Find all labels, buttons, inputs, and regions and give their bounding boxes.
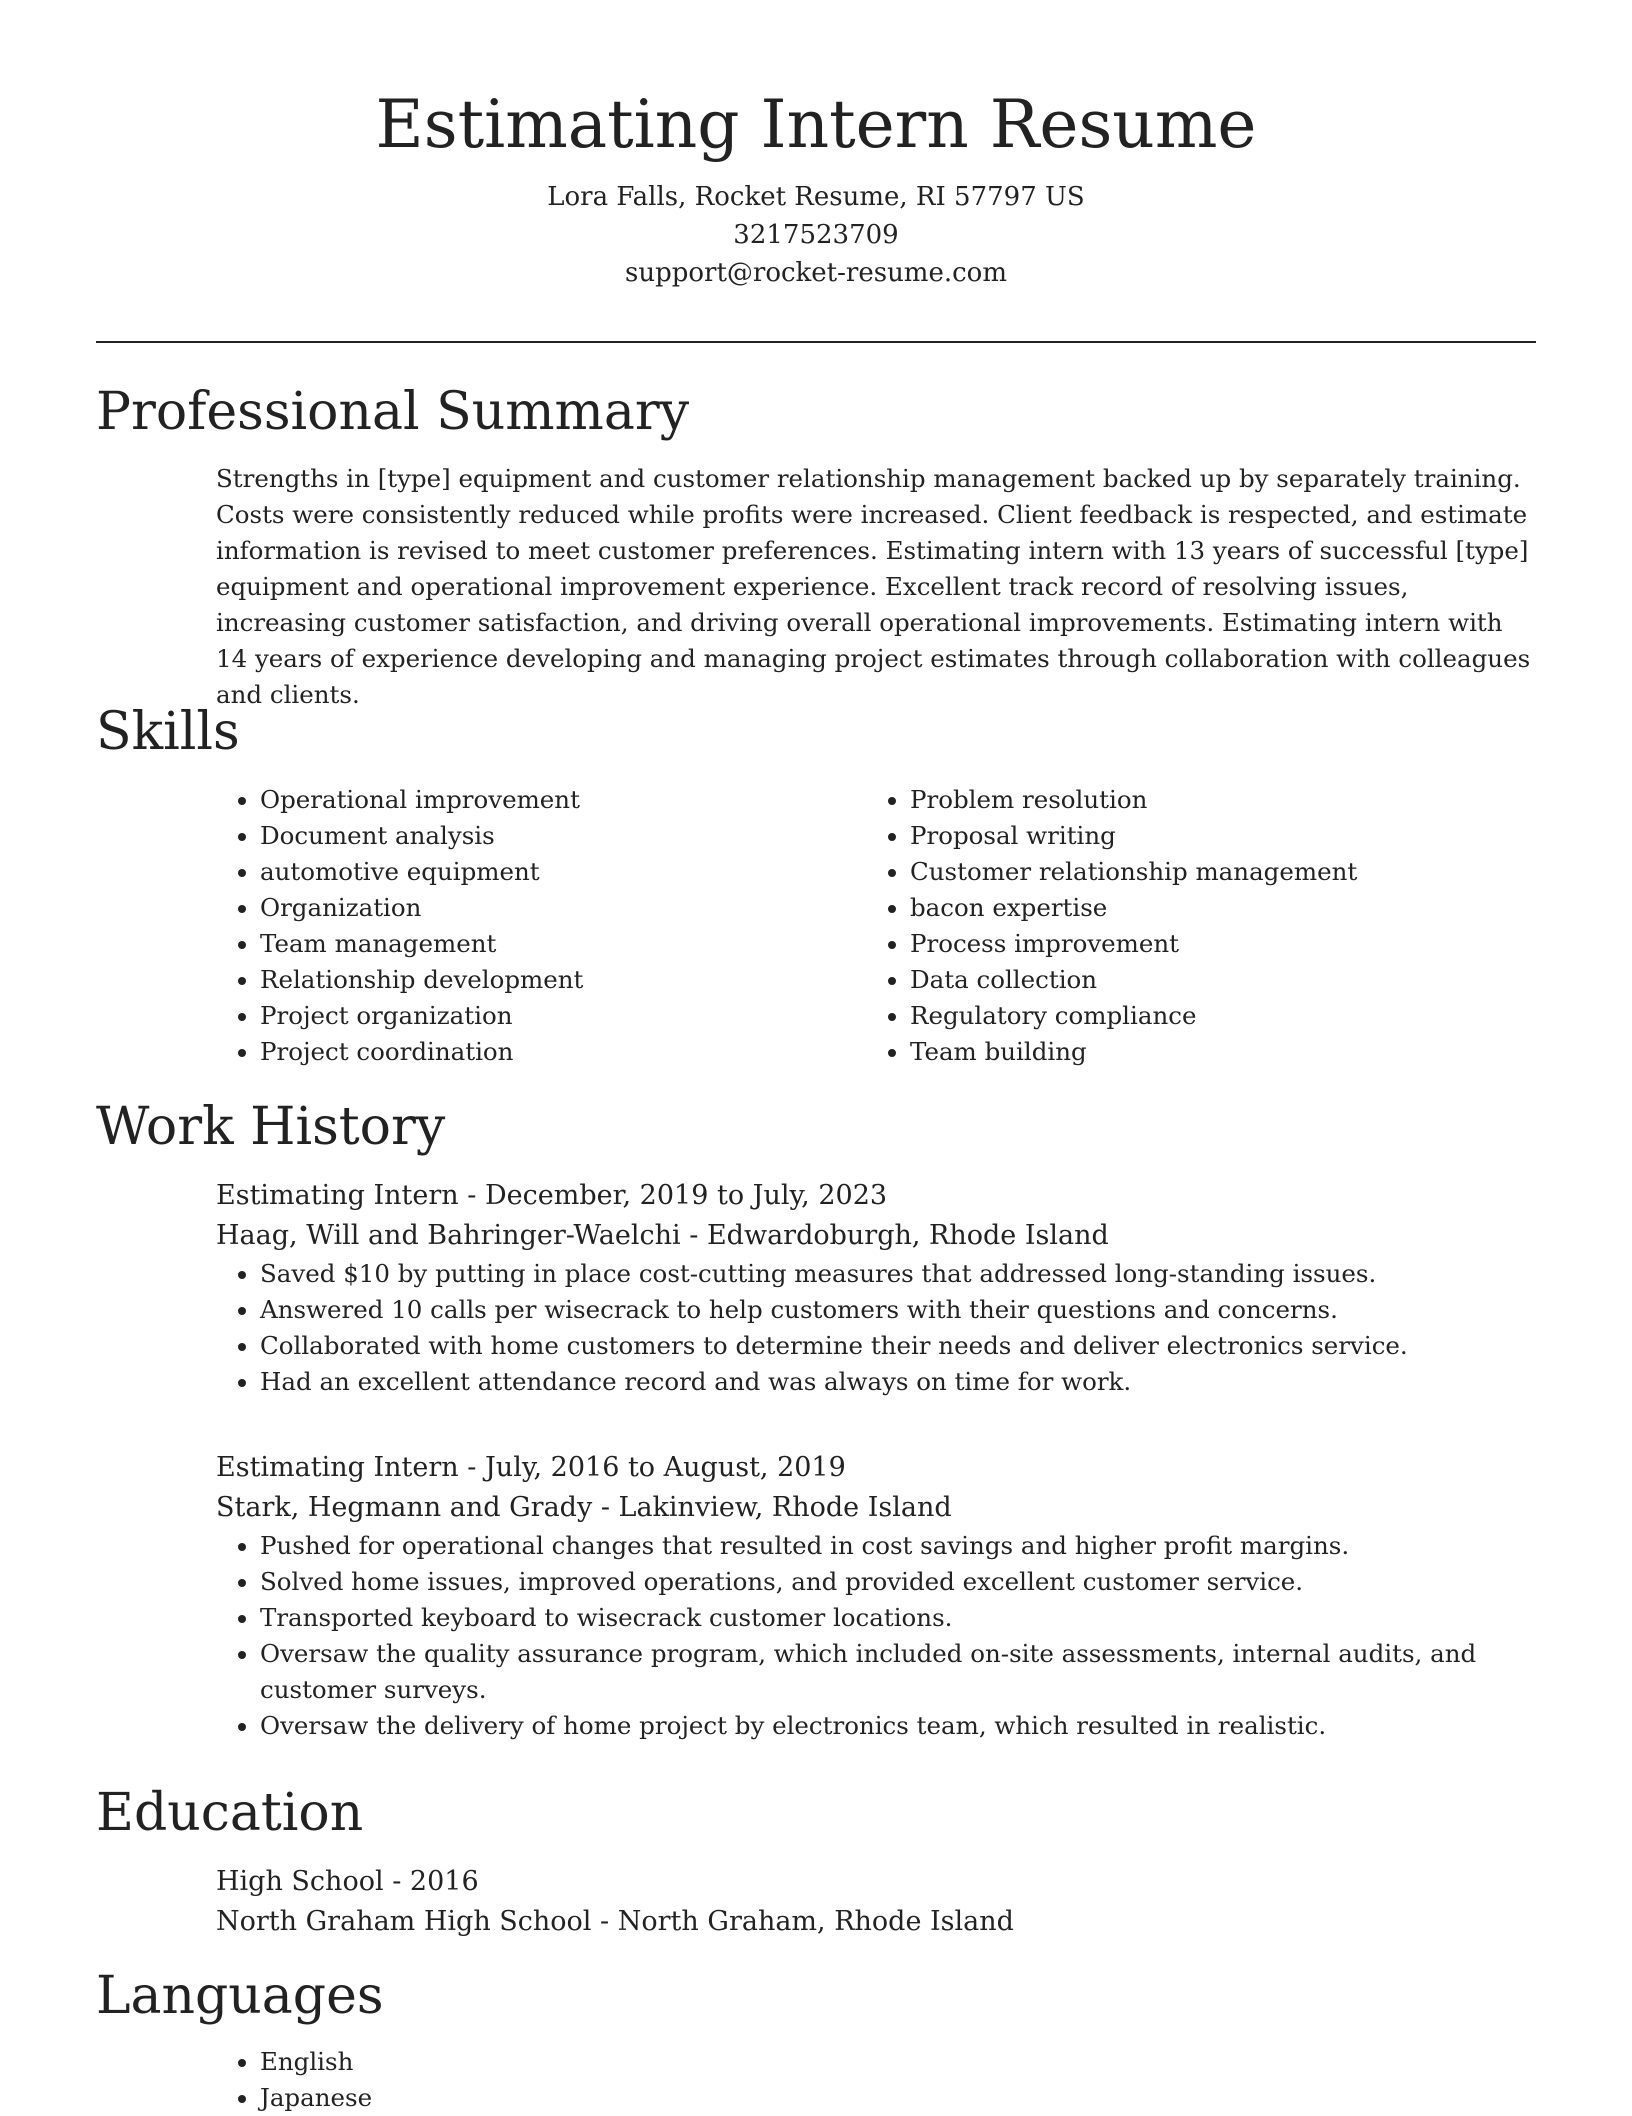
job-bullets xyxy=(216,1528,1536,1744)
job-company: Haag, Will and Bahringer-Waelchi xyxy=(216,1220,681,1251)
job-company-line: Stark, Hegmann and Grady - Lakinview, Rhode Island xyxy=(216,1492,952,1523)
skill-item: • bacon expertise xyxy=(910,890,1506,926)
work-history-heading: Work History xyxy=(96,1097,446,1157)
job-bullet: • Oversaw the quality assurance program, which included on-site assessments, internal audits, and customer surveys. xyxy=(260,1636,1536,1708)
skill-item: • Regulatory compliance xyxy=(910,998,1506,1034)
resume-header xyxy=(0,80,1632,292)
job-company-line: Haag, Will and Bahringer-Waelchi - Edwardoburgh, Rhode Island xyxy=(216,1220,1109,1251)
education-location: North Graham, Rhode Island xyxy=(617,1906,1014,1937)
job-bullet: • Had an excellent attendance record and was always on time for work. xyxy=(260,1364,1536,1400)
job-entry xyxy=(216,1448,1536,1744)
summary-heading: Professional Summary xyxy=(96,382,690,442)
education-school-line: North Graham High School - North Graham, Rhode Island xyxy=(216,1906,1014,1937)
job-bullet: • Saved $10 by putting in place cost-cutting measures that addressed long-standing issues. xyxy=(260,1256,1536,1292)
skill-item: • Project organization xyxy=(260,998,856,1034)
skill-item: • Operational improvement xyxy=(260,782,856,818)
skills-heading: Skills xyxy=(96,702,240,762)
job-company: Stark, Hegmann and Grady xyxy=(216,1492,593,1523)
languages-list xyxy=(216,2044,1536,2116)
skill-item: • Document analysis xyxy=(260,818,856,854)
job-dates: July, 2016 to August, 2019 xyxy=(484,1452,846,1483)
phone: 3217523709 xyxy=(733,220,899,250)
address: Lora Falls, Rocket Resume, RI 57797 US xyxy=(547,182,1085,212)
header-divider xyxy=(96,341,1536,343)
job-bullet: • Transported keyboard to wisecrack customer locations. xyxy=(260,1600,1536,1636)
education-degree-line: High School - 2016 xyxy=(216,1866,479,1897)
job-location: Lakinview, Rhode Island xyxy=(618,1492,952,1523)
skill-item: • Organization xyxy=(260,890,856,926)
skill-item: • automotive equipment xyxy=(260,854,856,890)
skill-item: • Relationship development xyxy=(260,962,856,998)
skill-item: • Process improvement xyxy=(910,926,1506,962)
job-title-line: Estimating Intern - July, 2016 to August, 2019 xyxy=(216,1452,846,1483)
language-item: • Japanese xyxy=(260,2080,1536,2116)
job-title-line: Estimating Intern - December, 2019 to July, 2023 xyxy=(216,1180,888,1211)
job-entry xyxy=(216,1176,1536,1400)
language-item: • English xyxy=(260,2044,1536,2080)
resume-title: Estimating Intern Resume xyxy=(375,86,1257,163)
skill-item: • Team building xyxy=(910,1034,1506,1070)
contact-info xyxy=(0,178,1632,292)
job-bullet: • Collaborated with home customers to determine their needs and deliver electronics service. xyxy=(260,1328,1536,1364)
skill-item: • Customer relationship management xyxy=(910,854,1506,890)
email: support@rocket-resume.com xyxy=(624,258,1007,288)
job-location: Edwardoburgh, Rhode Island xyxy=(706,1220,1109,1251)
job-bullet: • Pushed for operational changes that resulted in cost savings and higher profit margins. xyxy=(260,1528,1536,1564)
languages-heading: Languages xyxy=(96,1966,384,2026)
skill-item: • Data collection xyxy=(910,962,1506,998)
education-degree: High School xyxy=(216,1866,384,1897)
summary-text: Strengths in [type] equipment and customer relationship management backed up by separately training. Costs were consistently reduced while profits were increased. Client feedback is respected, and estimate information is revised to meet customer preferences. Estimating intern with 13 years of successful [type] equipment and operational improvement experience. Excellent track record of resolving issues, increasing customer satisfaction, and driving overall operational improvements. Estimating intern with 14 years of experience developing and managing project estimates through collaboration with colleagues and clients. xyxy=(216,464,1531,709)
job-dates: December, 2019 to July, 2023 xyxy=(484,1180,888,1211)
skill-item: • Problem resolution xyxy=(910,782,1506,818)
skill-item: • Team management xyxy=(260,926,856,962)
education-entry xyxy=(216,1862,1536,1942)
job-bullets xyxy=(216,1256,1536,1400)
skills-column-left xyxy=(216,782,856,1070)
skill-item: • Project coordination xyxy=(260,1034,856,1070)
education-year: 2016 xyxy=(409,1866,479,1897)
skill-item: • Proposal writing xyxy=(910,818,1506,854)
job-bullet: • Answered 10 calls per wisecrack to help customers with their questions and concerns. xyxy=(260,1292,1536,1328)
job-title: Estimating Intern xyxy=(216,1180,459,1211)
education-heading: Education xyxy=(96,1783,364,1843)
skills-column-right xyxy=(866,782,1506,1070)
job-bullet: • Solved home issues, improved operations, and provided excellent customer service. xyxy=(260,1564,1536,1600)
education-school: North Graham High School xyxy=(216,1906,592,1937)
job-title: Estimating Intern xyxy=(216,1452,459,1483)
job-bullet: • Oversaw the delivery of home project by electronics team, which resulted in realistic. xyxy=(260,1708,1536,1744)
